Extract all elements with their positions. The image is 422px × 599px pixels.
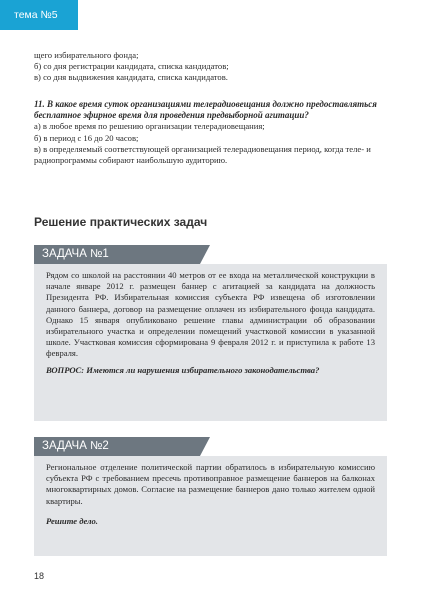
option-line: б) со дня регистрации кандидата, списка кандидатов; xyxy=(34,61,229,72)
option-line: щего избирательного фонда; xyxy=(34,50,139,60)
option-c: в) в определяемый соответствующей организацией телерадиовещания период, когда теле- и радиопрограммы собирают наибольшую аудиторию. xyxy=(34,143,371,166)
question-text: 11. В какое время суток организациями телерадиовещания должно предоставляться бесплатное эфирное время для проведения предвыборной агитации? xyxy=(34,99,377,121)
topic-label: тема №5 xyxy=(14,9,58,21)
task-1-question: ВОПРОС: Имеются ли нарушения избирательного законодательства? xyxy=(46,364,320,375)
task-1-title: ЗАДАЧА №1 xyxy=(42,248,109,260)
task-2-body: Региональное отделение политической партии обратилось в избирательную комиссию субъекта РФ с требованием пресечь противоправное размещение баннеров на балконах многоквартирных домов. Согласие на размещение баннеров дано только жителем одной квартиры. xyxy=(46,462,375,506)
task-1-box xyxy=(34,264,387,421)
answer-options-previous xyxy=(34,50,387,84)
task-1-body: Рядом со школой на расстоянии 40 метров от ее входа на металлической конструкции в начале январе 2012 г. размещен баннер с агитацией за кандидата на должность Президента РФ. Избирательная комиссия субъекта РФ извещена об изготовлении данного баннера, договор на размещение оплачен из избирательного фонда кандидата. Однако 15 января опубликовано решение главы администрации об образовании избирательного участка и определении помещений участковой комиссии в указанной школе. Участковая комиссия сформирована 9 февраля 2012 г. и приступила к работе 13 февраля. xyxy=(46,270,375,359)
section-title: Решение практических задач xyxy=(34,215,208,229)
option-line: в) со дня выдвижения кандидата, списка кандидатов. xyxy=(34,72,228,83)
topic-tab xyxy=(0,0,78,30)
task-2-header xyxy=(34,437,200,456)
option-a: а) в любое время по решению организации телерадиовещания; xyxy=(34,121,265,132)
task-1-header xyxy=(34,245,200,264)
task-2-question: Решите дело. xyxy=(46,515,98,526)
option-b: б) в период с 16 до 20 часов; xyxy=(34,132,139,143)
question-11 xyxy=(34,99,387,166)
page-number: 18 xyxy=(34,571,45,581)
task-2-box xyxy=(34,456,387,556)
task-2-title: ЗАДАЧА №2 xyxy=(42,440,109,452)
